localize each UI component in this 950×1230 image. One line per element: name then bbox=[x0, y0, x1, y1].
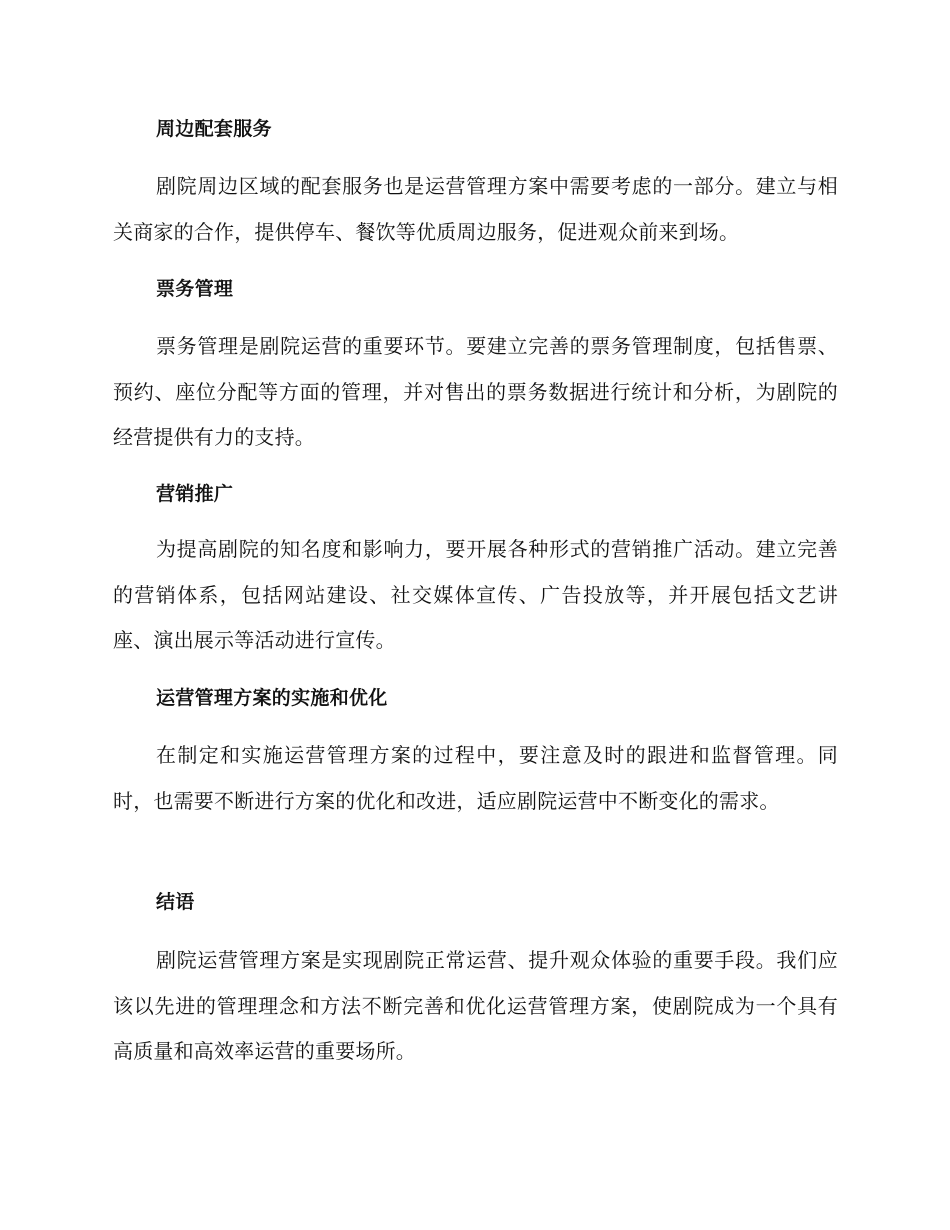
section-heading-surrounding-services: 周边配套服务 bbox=[156, 118, 272, 140]
section-heading-ticketing: 票务管理 bbox=[156, 278, 234, 300]
section-heading-marketing: 营销推广 bbox=[156, 483, 234, 505]
section-body-ticketing: 票务管理是剧院运营的重要环节。要建立完善的票务管理制度，包括售票、预约、座位分配等方面的管理，并对售出的票务数据进行统计和分析，为剧院的经营提供有力的支持。 bbox=[113, 334, 838, 449]
section-heading-implementation: 运营管理方案的实施和优化 bbox=[156, 687, 388, 709]
section-heading-conclusion: 结语 bbox=[156, 891, 195, 913]
section-body-implementation: 在制定和实施运营管理方案的过程中，要注意及时的跟进和监督管理。同时，也需要不断进行方案的优化和改进，适应剧院运营中不断变化的需求。 bbox=[113, 743, 838, 813]
section-body-marketing: 为提高剧院的知名度和影响力，要开展各种形式的营销推广活动。建立完善的营销体系，包括网站建设、社交媒体宣传、广告投放等，并开展包括文艺讲座、演出展示等活动进行宣传。 bbox=[113, 537, 838, 652]
section-body-conclusion: 剧院运营管理方案是实现剧院正常运营、提升观众体验的重要手段。我们应该以先进的管理理念和方法不断完善和优化运营管理方案，使剧院成为一个具有高质量和高效率运营的重要场所。 bbox=[113, 948, 838, 1063]
section-body-surrounding-services: 剧院周边区域的配套服务也是运营管理方案中需要考虑的一部分。建立与相关商家的合作，提供停车、餐饮等优质周边服务，促进观众前来到场。 bbox=[113, 174, 838, 244]
